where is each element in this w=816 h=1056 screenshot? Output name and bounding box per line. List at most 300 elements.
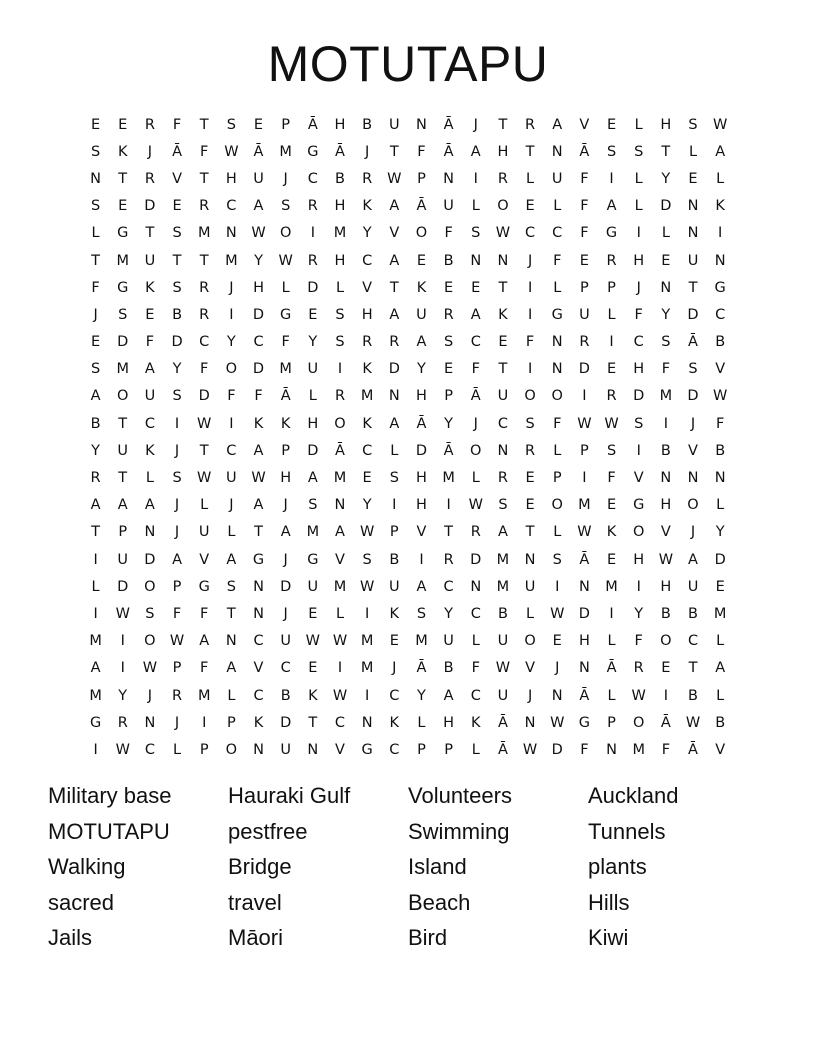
grid-cell[interactable]: N — [714, 470, 726, 487]
grid-cell[interactable]: C — [389, 687, 400, 704]
grid-cell[interactable]: E — [661, 252, 671, 269]
grid-cell[interactable]: E — [172, 198, 182, 215]
grid-cell[interactable]: I — [473, 170, 478, 187]
grid-cell[interactable]: H — [497, 143, 509, 160]
grid-cell[interactable]: A — [117, 497, 128, 514]
grid-cell[interactable]: E — [525, 470, 535, 487]
grid-cell[interactable]: O — [524, 388, 536, 405]
grid-cell[interactable]: T — [498, 116, 508, 133]
grid-cell[interactable]: K — [308, 687, 318, 704]
grid-cell[interactable]: S — [308, 497, 318, 514]
grid-cell[interactable]: O — [225, 741, 238, 758]
grid-cell[interactable]: Ā — [688, 741, 698, 758]
grid-cell[interactable]: L — [607, 306, 616, 323]
grid-cell[interactable]: I — [310, 225, 315, 242]
grid-cell[interactable]: H — [361, 306, 373, 323]
grid-cell[interactable]: Ā — [606, 660, 617, 677]
grid-cell[interactable]: F — [281, 334, 290, 351]
grid-cell[interactable]: Ā — [443, 116, 454, 133]
grid-cell[interactable]: P — [580, 279, 589, 296]
grid-cell[interactable]: I — [337, 660, 343, 677]
grid-cell[interactable]: C — [226, 442, 237, 459]
grid-cell[interactable]: K — [145, 442, 155, 459]
grid-cell[interactable]: E — [308, 660, 318, 677]
grid-cell[interactable]: E — [498, 334, 508, 351]
grid-cell[interactable]: M — [197, 225, 211, 242]
grid-cell[interactable]: R — [579, 334, 590, 351]
grid-cell[interactable]: K — [253, 714, 264, 731]
grid-cell[interactable]: S — [498, 497, 508, 514]
grid-cell[interactable]: N — [253, 605, 264, 622]
grid-cell[interactable]: R — [307, 252, 318, 269]
grid-cell[interactable]: L — [634, 170, 643, 187]
grid-cell[interactable]: A — [389, 198, 400, 215]
grid-cell[interactable]: N — [470, 578, 482, 595]
grid-cell[interactable]: E — [525, 198, 535, 215]
grid-cell[interactable]: I — [527, 306, 533, 323]
grid-cell[interactable]: B — [443, 252, 454, 269]
grid-cell[interactable]: M — [116, 361, 129, 378]
grid-cell[interactable]: B — [443, 660, 454, 677]
grid-cell[interactable]: L — [91, 578, 100, 595]
grid-cell[interactable]: S — [145, 605, 155, 622]
grid-cell[interactable]: W — [495, 660, 511, 677]
grid-cell[interactable]: F — [553, 415, 562, 432]
grid-cell[interactable]: L — [716, 497, 725, 514]
grid-cell[interactable]: C — [633, 334, 644, 351]
grid-cell[interactable]: G — [280, 306, 292, 323]
grid-cell[interactable]: J — [283, 170, 288, 187]
grid-cell[interactable]: M — [89, 687, 102, 704]
grid-cell[interactable]: N — [687, 470, 699, 487]
grid-cell[interactable]: N — [225, 225, 237, 242]
grid-cell[interactable]: W — [387, 170, 402, 187]
grid-cell[interactable]: E — [308, 605, 318, 622]
grid-cell[interactable]: V — [389, 225, 400, 242]
grid-cell[interactable]: H — [416, 388, 427, 405]
grid-cell[interactable]: C — [280, 660, 291, 677]
grid-cell[interactable]: L — [227, 687, 236, 704]
grid-cell[interactable]: N — [388, 388, 400, 405]
grid-cell[interactable]: S — [362, 551, 372, 568]
grid-cell[interactable]: D — [307, 442, 319, 459]
grid-cell[interactable]: J — [527, 252, 533, 269]
grid-cell[interactable]: N — [660, 279, 672, 296]
grid-cell[interactable]: F — [227, 388, 236, 405]
grid-cell[interactable]: V — [660, 524, 671, 541]
grid-cell[interactable]: A — [606, 198, 617, 215]
grid-cell[interactable]: S — [444, 334, 454, 351]
grid-cell[interactable]: P — [444, 388, 453, 405]
grid-cell[interactable]: I — [527, 361, 533, 378]
grid-cell[interactable]: H — [334, 116, 346, 133]
grid-cell[interactable]: P — [226, 714, 236, 731]
grid-cell[interactable]: A — [715, 143, 726, 160]
grid-cell[interactable]: R — [199, 279, 210, 296]
grid-cell[interactable]: T — [199, 252, 209, 269]
grid-cell[interactable]: P — [444, 741, 453, 758]
grid-cell[interactable]: M — [415, 633, 428, 650]
grid-cell[interactable]: I — [609, 605, 614, 622]
grid-cell[interactable]: C — [362, 252, 373, 269]
grid-cell[interactable]: U — [416, 306, 427, 323]
grid-cell[interactable]: B — [715, 442, 726, 459]
grid-cell[interactable]: V — [633, 470, 644, 487]
grid-cell[interactable]: T — [91, 524, 100, 541]
grid-cell[interactable]: T — [172, 252, 182, 269]
grid-cell[interactable]: Ā — [416, 198, 427, 215]
grid-cell[interactable]: L — [471, 470, 480, 487]
grid-cell[interactable]: E — [444, 361, 454, 378]
grid-cell[interactable]: P — [281, 442, 291, 459]
grid-cell[interactable]: N — [551, 361, 563, 378]
grid-cell[interactable]: R — [307, 198, 318, 215]
grid-cell[interactable]: B — [335, 170, 345, 187]
grid-cell[interactable]: R — [90, 470, 101, 487]
grid-cell[interactable]: J — [392, 660, 397, 677]
grid-cell[interactable]: J — [174, 442, 180, 459]
grid-cell[interactable]: I — [93, 605, 98, 622]
grid-cell[interactable]: L — [390, 442, 399, 459]
grid-cell[interactable]: R — [144, 170, 155, 187]
grid-cell[interactable]: I — [527, 279, 533, 296]
grid-cell[interactable]: A — [280, 524, 291, 541]
grid-cell[interactable]: N — [578, 660, 590, 677]
grid-cell[interactable]: Ā — [579, 687, 590, 704]
grid-cell[interactable]: U — [198, 524, 210, 541]
grid-cell[interactable]: H — [307, 415, 319, 432]
grid-cell[interactable]: L — [634, 116, 643, 133]
grid-cell[interactable]: D — [252, 306, 265, 323]
grid-cell[interactable]: P — [607, 714, 616, 731]
grid-cell[interactable]: K — [498, 306, 508, 323]
grid-cell[interactable]: W — [550, 714, 565, 731]
grid-cell[interactable]: G — [89, 714, 102, 731]
grid-cell[interactable]: F — [200, 143, 209, 160]
grid-cell[interactable]: S — [172, 388, 182, 405]
grid-cell[interactable]: F — [661, 361, 671, 378]
grid-cell[interactable]: F — [716, 415, 725, 432]
grid-cell[interactable]: H — [253, 279, 264, 296]
grid-cell[interactable]: A — [307, 470, 318, 487]
grid-cell[interactable]: D — [551, 741, 563, 758]
grid-cell[interactable]: C — [144, 415, 155, 432]
grid-cell[interactable]: J — [147, 143, 153, 160]
grid-cell[interactable]: M — [632, 741, 645, 758]
grid-cell[interactable]: S — [661, 334, 671, 351]
grid-cell[interactable]: V — [335, 741, 345, 758]
grid-cell[interactable]: E — [606, 551, 617, 568]
grid-cell[interactable]: O — [660, 633, 672, 650]
grid-cell[interactable]: R — [334, 388, 346, 405]
grid-cell[interactable]: N — [144, 524, 156, 541]
grid-cell[interactable]: P — [389, 524, 399, 541]
grid-cell[interactable]: F — [661, 741, 671, 758]
grid-cell[interactable]: F — [471, 660, 480, 677]
grid-cell[interactable]: G — [551, 306, 563, 323]
grid-cell[interactable]: N — [253, 741, 264, 758]
grid-cell[interactable]: M — [333, 578, 347, 595]
grid-cell[interactable]: W — [115, 605, 130, 622]
grid-cell[interactable]: P — [172, 660, 182, 677]
grid-cell[interactable]: F — [417, 143, 426, 160]
grid-cell[interactable]: I — [718, 225, 723, 242]
grid-cell[interactable]: M — [496, 551, 510, 568]
grid-cell[interactable]: L — [526, 605, 535, 622]
grid-cell[interactable]: K — [253, 415, 264, 432]
grid-cell[interactable]: T — [199, 170, 209, 187]
grid-cell[interactable]: A — [199, 633, 210, 650]
grid-cell[interactable]: G — [633, 497, 645, 514]
grid-cell[interactable]: S — [172, 279, 182, 296]
grid-cell[interactable]: O — [551, 497, 563, 514]
grid-cell[interactable]: P — [172, 578, 182, 595]
grid-cell[interactable]: W — [604, 415, 619, 432]
grid-cell[interactable]: P — [199, 741, 209, 758]
grid-cell[interactable]: N — [443, 170, 455, 187]
grid-cell[interactable]: N — [416, 116, 427, 133]
grid-cell[interactable]: S — [688, 361, 698, 378]
grid-cell[interactable]: G — [605, 225, 618, 242]
grid-cell[interactable]: R — [470, 524, 481, 541]
grid-cell[interactable]: K — [471, 714, 481, 731]
grid-cell[interactable]: D — [307, 279, 319, 296]
grid-cell[interactable]: K — [389, 605, 400, 622]
grid-cell[interactable]: Y — [308, 334, 318, 351]
grid-cell[interactable]: G — [578, 714, 591, 731]
grid-cell[interactable]: K — [606, 524, 617, 541]
grid-cell[interactable]: Ā — [335, 143, 345, 160]
grid-cell[interactable]: D — [252, 361, 265, 378]
grid-cell[interactable]: T — [525, 143, 535, 160]
grid-cell[interactable]: L — [607, 687, 616, 704]
grid-cell[interactable]: T — [498, 361, 508, 378]
grid-cell[interactable]: D — [687, 306, 699, 323]
grid-cell[interactable]: O — [470, 442, 482, 459]
grid-cell[interactable]: B — [172, 306, 183, 323]
grid-cell[interactable]: C — [253, 687, 264, 704]
grid-cell[interactable]: R — [362, 170, 373, 187]
grid-cell[interactable]: D — [633, 388, 645, 405]
grid-cell[interactable]: S — [335, 334, 345, 351]
grid-cell[interactable]: A — [416, 578, 427, 595]
grid-cell[interactable]: J — [473, 415, 478, 432]
grid-cell[interactable]: Ā — [416, 660, 427, 677]
grid-cell[interactable]: N — [606, 741, 617, 758]
grid-cell[interactable]: W — [468, 497, 483, 514]
grid-cell[interactable]: J — [93, 306, 98, 323]
grid-cell[interactable]: G — [198, 578, 210, 595]
grid-cell[interactable]: L — [173, 741, 182, 758]
grid-cell[interactable]: N — [551, 143, 563, 160]
grid-cell[interactable]: L — [688, 143, 698, 160]
grid-cell[interactable]: R — [497, 170, 508, 187]
grid-cell[interactable]: E — [362, 470, 372, 487]
grid-cell[interactable]: R — [525, 116, 536, 133]
grid-cell[interactable]: W — [522, 741, 538, 758]
grid-cell[interactable]: J — [174, 524, 180, 541]
grid-cell[interactable]: F — [172, 605, 182, 622]
grid-cell[interactable]: I — [555, 578, 560, 595]
grid-cell[interactable]: T — [661, 143, 671, 160]
grid-cell[interactable]: Ā — [416, 415, 427, 432]
grid-cell[interactable]: O — [279, 225, 292, 242]
grid-cell[interactable]: R — [199, 198, 210, 215]
grid-cell[interactable]: I — [174, 415, 180, 432]
grid-cell[interactable]: U — [687, 252, 699, 269]
grid-cell[interactable]: E — [715, 578, 725, 595]
grid-cell[interactable]: D — [578, 605, 590, 622]
grid-cell[interactable]: I — [636, 578, 641, 595]
grid-cell[interactable]: T — [389, 279, 399, 296]
grid-cell[interactable]: R — [497, 470, 508, 487]
grid-cell[interactable]: E — [552, 633, 562, 650]
grid-cell[interactable]: E — [525, 497, 535, 514]
grid-cell[interactable]: A — [389, 252, 400, 269]
grid-cell[interactable]: D — [144, 198, 156, 215]
grid-cell[interactable]: Y — [715, 524, 725, 541]
grid-cell[interactable]: D — [470, 551, 482, 568]
grid-cell[interactable]: C — [470, 334, 481, 351]
grid-cell[interactable]: I — [419, 551, 424, 568]
grid-cell[interactable]: Y — [417, 361, 426, 378]
grid-cell[interactable]: T — [308, 714, 318, 731]
grid-cell[interactable]: S — [90, 198, 101, 215]
grid-cell[interactable]: I — [636, 442, 641, 459]
grid-cell[interactable]: L — [145, 470, 154, 487]
grid-cell[interactable]: S — [226, 578, 236, 595]
grid-cell[interactable]: F — [145, 334, 155, 351]
grid-cell[interactable]: Ā — [443, 442, 454, 459]
grid-cell[interactable]: T — [199, 442, 209, 459]
grid-cell[interactable]: V — [525, 660, 536, 677]
grid-cell[interactable]: M — [116, 252, 129, 269]
grid-cell[interactable]: R — [117, 714, 128, 731]
grid-cell[interactable]: A — [470, 306, 481, 323]
grid-cell[interactable]: L — [471, 741, 480, 758]
grid-cell[interactable]: B — [688, 605, 698, 622]
grid-cell[interactable]: C — [226, 198, 237, 215]
grid-cell[interactable]: W — [713, 388, 728, 405]
grid-cell[interactable]: E — [471, 279, 481, 296]
grid-cell[interactable]: L — [553, 279, 562, 296]
grid-cell[interactable]: V — [715, 361, 726, 378]
grid-cell[interactable]: K — [362, 361, 372, 378]
grid-cell[interactable]: H — [578, 633, 590, 650]
grid-cell[interactable]: L — [716, 687, 725, 704]
grid-cell[interactable]: F — [634, 306, 643, 323]
grid-cell[interactable]: R — [172, 687, 183, 704]
grid-cell[interactable]: T — [389, 143, 399, 160]
grid-cell[interactable]: I — [120, 633, 125, 650]
grid-cell[interactable]: Y — [362, 497, 372, 514]
grid-cell[interactable]: W — [332, 687, 348, 704]
grid-cell[interactable]: M — [659, 388, 673, 405]
grid-cell[interactable]: T — [199, 116, 209, 133]
grid-cell[interactable]: W — [305, 633, 320, 650]
grid-cell[interactable]: T — [688, 279, 698, 296]
grid-cell[interactable]: Y — [444, 415, 454, 432]
grid-cell[interactable]: Ā — [253, 143, 264, 160]
grid-cell[interactable]: V — [362, 279, 373, 296]
grid-cell[interactable]: E — [606, 116, 617, 133]
grid-cell[interactable]: G — [307, 551, 319, 568]
grid-cell[interactable]: U — [307, 361, 319, 378]
grid-cell[interactable]: S — [118, 306, 128, 323]
grid-cell[interactable]: Y — [172, 361, 182, 378]
grid-cell[interactable]: Ā — [579, 551, 590, 568]
grid-cell[interactable]: Y — [118, 687, 128, 704]
grid-cell[interactable]: J — [527, 687, 533, 704]
grid-cell[interactable]: A — [688, 551, 698, 568]
grid-cell[interactable]: I — [120, 660, 125, 677]
grid-cell[interactable]: U — [280, 741, 291, 758]
grid-cell[interactable]: F — [580, 198, 589, 215]
grid-cell[interactable]: A — [90, 388, 101, 405]
grid-cell[interactable]: K — [416, 279, 427, 296]
grid-cell[interactable]: H — [660, 497, 672, 514]
grid-cell[interactable]: T — [525, 524, 535, 541]
grid-cell[interactable]: J — [283, 551, 288, 568]
grid-cell[interactable]: D — [280, 714, 292, 731]
grid-cell[interactable]: N — [253, 578, 264, 595]
grid-cell[interactable]: J — [229, 497, 234, 514]
grid-cell[interactable]: E — [661, 660, 671, 677]
grid-cell[interactable]: W — [550, 605, 565, 622]
grid-cell[interactable]: E — [444, 279, 454, 296]
grid-cell[interactable]: M — [496, 578, 510, 595]
grid-cell[interactable]: D — [578, 361, 590, 378]
grid-cell[interactable]: C — [199, 334, 210, 351]
grid-cell[interactable]: U — [687, 578, 699, 595]
grid-cell[interactable]: U — [144, 252, 156, 269]
grid-cell[interactable]: H — [225, 170, 237, 187]
grid-cell[interactable]: C — [362, 442, 373, 459]
grid-cell[interactable]: O — [144, 578, 156, 595]
grid-cell[interactable]: J — [229, 279, 234, 296]
grid-cell[interactable]: E — [416, 252, 427, 269]
grid-cell[interactable]: C — [525, 225, 536, 242]
grid-cell[interactable]: C — [552, 225, 563, 242]
grid-cell[interactable]: Ā — [579, 143, 590, 160]
grid-cell[interactable]: T — [91, 252, 100, 269]
grid-cell[interactable]: S — [335, 306, 345, 323]
grid-cell[interactable]: I — [663, 415, 668, 432]
grid-cell[interactable]: E — [688, 170, 698, 187]
grid-cell[interactable]: L — [634, 198, 643, 215]
grid-cell[interactable]: Y — [661, 170, 671, 187]
grid-cell[interactable]: M — [333, 470, 347, 487]
grid-cell[interactable]: M — [360, 633, 374, 650]
grid-cell[interactable]: L — [471, 633, 480, 650]
grid-cell[interactable]: B — [362, 116, 373, 133]
grid-cell[interactable]: I — [365, 687, 370, 704]
grid-cell[interactable]: N — [660, 470, 672, 487]
grid-cell[interactable]: O — [415, 225, 428, 242]
grid-cell[interactable]: J — [174, 497, 180, 514]
grid-cell[interactable]: F — [200, 660, 209, 677]
grid-cell[interactable]: U — [307, 578, 319, 595]
grid-cell[interactable]: O — [334, 415, 346, 432]
grid-cell[interactable]: N — [497, 442, 509, 459]
grid-cell[interactable]: U — [144, 388, 156, 405]
grid-cell[interactable]: L — [417, 714, 426, 731]
grid-cell[interactable]: M — [333, 225, 347, 242]
grid-cell[interactable]: V — [199, 551, 210, 568]
grid-cell[interactable]: T — [118, 470, 128, 487]
grid-cell[interactable]: Ā — [470, 388, 481, 405]
grid-cell[interactable]: E — [118, 198, 128, 215]
